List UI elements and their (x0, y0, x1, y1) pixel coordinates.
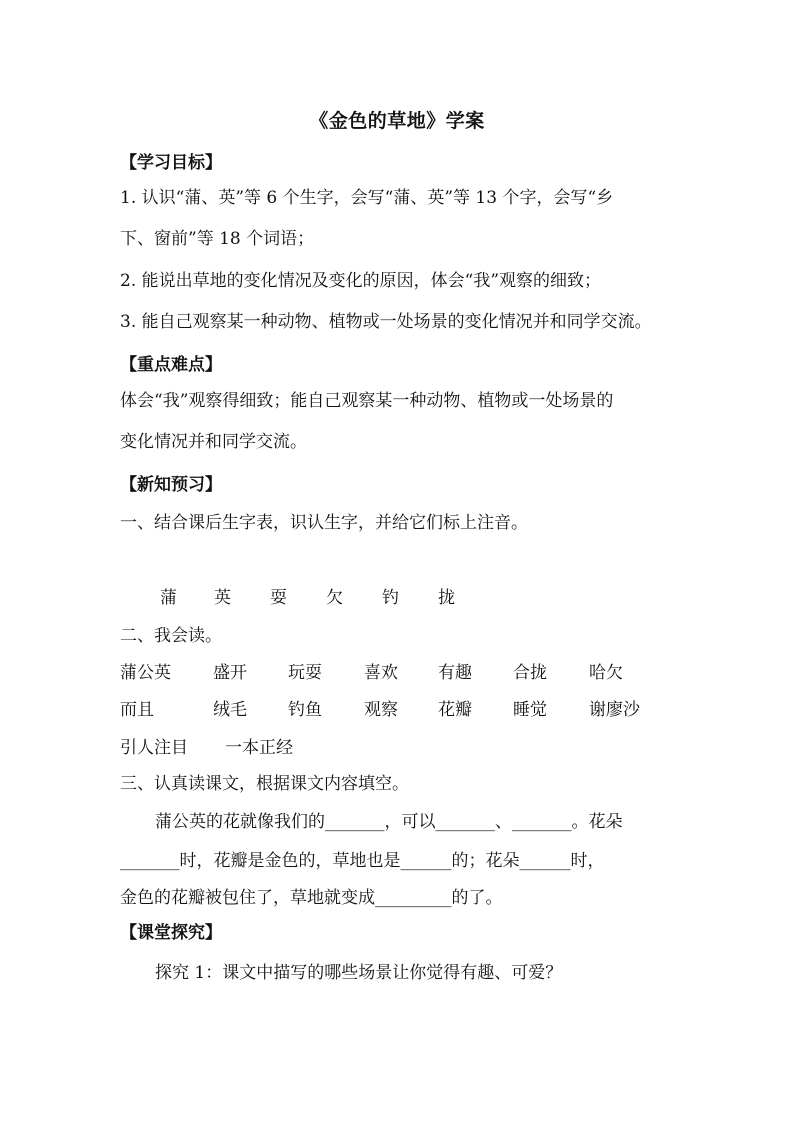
task-2: 二、我会读。 (120, 626, 222, 646)
fill-blank-line-2: _______时，花瓣是金色的，草地也是______的；花朵______时， (120, 851, 605, 871)
explore-heading: 【课堂探究】 (120, 923, 222, 943)
word-item: 钓鱼 (288, 700, 322, 720)
word-item: 合拢 (513, 663, 547, 683)
word-item: 引人注目 (120, 738, 188, 758)
key-points-heading: 【重点难点】 (120, 355, 222, 375)
goal-3: 3. 能自己观察某一种动物、植物或一处场景的变化情况并和同学交流。 (120, 312, 652, 332)
word-item: 玩耍 (288, 663, 322, 683)
word-item: 喜欢 (364, 663, 398, 683)
word-item: 睡觉 (513, 700, 547, 720)
character-item: 钓 (382, 588, 399, 608)
fill-blank-line-3: 金色的花瓣被包住了，草地就变成_________的了。 (120, 888, 503, 908)
word-item: 绒毛 (213, 700, 247, 720)
word-item: 蒲公英 (120, 663, 171, 683)
word-item: 而且 (120, 700, 154, 720)
word-item: 谢廖沙 (589, 700, 640, 720)
word-item: 盛开 (213, 663, 247, 683)
goals-heading: 【学习目标】 (120, 153, 222, 173)
word-item: 哈欠 (589, 663, 623, 683)
preview-heading: 【新知预习】 (120, 475, 222, 495)
key-points-line-1: 体会“我”观察得细致；能自己观察某一种动物、植物或一处场景的 (120, 391, 614, 411)
document-title: 《金色的草地》学案 (309, 110, 485, 132)
character-item: 耍 (270, 588, 287, 608)
task-1: 一、结合课后生字表，识认生字，并给它们标上注音。 (120, 513, 528, 533)
character-item: 英 (214, 588, 231, 608)
word-item: 一本正经 (225, 738, 293, 758)
goal-1-line-2: 下、窗前”等 18 个词语； (120, 229, 315, 249)
word-item: 花瓣 (438, 700, 472, 720)
key-points-line-2: 变化情况并和同学交流。 (120, 432, 307, 452)
fill-blank-line-1: 蒲公英的花就像我们的_______，可以_______、_______。花朵 (155, 812, 623, 832)
character-item: 蒲 (160, 588, 177, 608)
task-3: 三、认真读课文，根据课文内容填空。 (120, 774, 409, 794)
character-item: 拢 (438, 588, 455, 608)
word-item: 有趣 (438, 663, 472, 683)
character-item: 欠 (326, 588, 343, 608)
goal-2: 2. 能说出草地的变化情况及变化的原因，体会“我”观察的细致； (120, 271, 602, 291)
goal-1-line-1: 1. 认识“蒲、英”等 6 个生字，会写“蒲、英”等 13 个字，会写“乡 (120, 188, 614, 208)
word-item: 观察 (364, 700, 398, 720)
explore-question-1: 探究 1：课文中描写的哪些场景让你觉得有趣、可爱？ (155, 963, 563, 983)
